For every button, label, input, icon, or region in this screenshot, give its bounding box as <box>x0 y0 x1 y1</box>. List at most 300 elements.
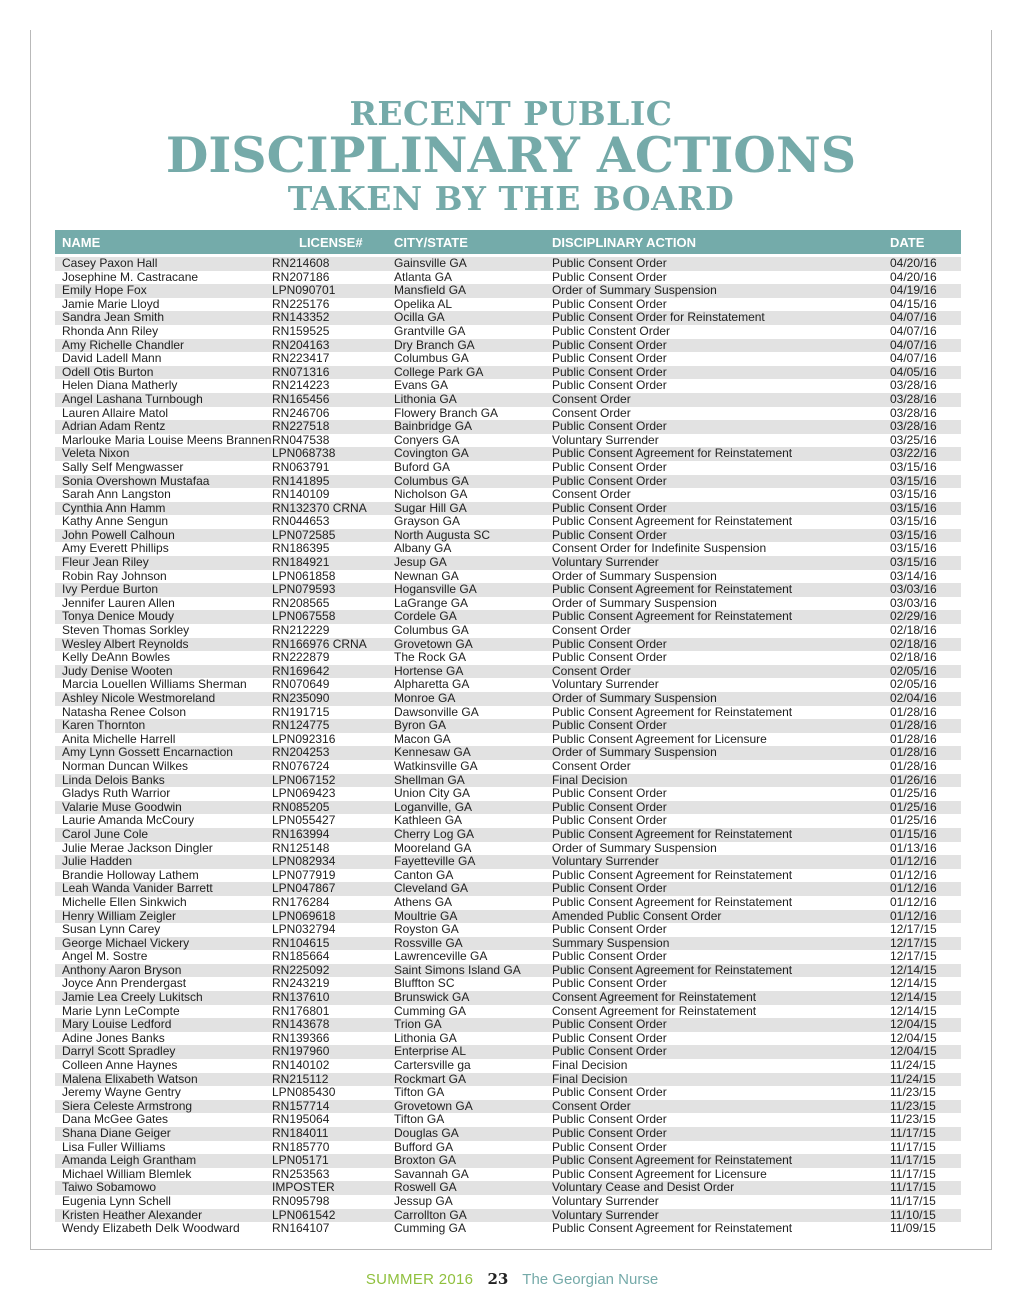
cell-date: 12/17/15 <box>890 935 937 950</box>
cell-disciplinary-action: Public Consent Order <box>552 1085 667 1100</box>
cell-city-state: Gainsville GA <box>394 256 467 270</box>
cell-license: RN169642 <box>272 663 330 678</box>
cell-date: 04/20/16 <box>890 269 937 284</box>
table-row <box>55 950 961 964</box>
table-row <box>55 366 961 380</box>
cell-date: 02/18/16 <box>890 650 937 665</box>
table-row <box>55 882 961 896</box>
cell-date: 11/17/15 <box>890 1153 936 1168</box>
table-row <box>55 420 961 434</box>
cell-city-state: Lawrenceville GA <box>394 949 488 964</box>
cell-license: RN204163 <box>272 337 330 352</box>
cell-disciplinary-action: Public Consent Order <box>552 378 667 393</box>
cell-name: Valarie Muse Goodwin <box>62 799 182 814</box>
cell-city-state: Dawsonville GA <box>394 704 479 719</box>
cell-city-state: Cleveland GA <box>394 881 469 896</box>
cell-name: Kelly DeAnn Bowles <box>62 650 171 665</box>
cell-city-state: Lithonia GA <box>394 1030 457 1045</box>
cell-name: Angel M. Sostre <box>62 949 148 964</box>
page-number: 23 <box>487 1270 509 1288</box>
cell-license: LPN092316 <box>272 731 336 746</box>
cell-license: RN197960 <box>272 1044 330 1059</box>
cell-date: 01/12/16 <box>890 867 937 882</box>
cell-disciplinary-action: Public Consent Order <box>552 1030 667 1045</box>
cell-date: 01/28/16 <box>890 745 937 760</box>
cell-date: 01/28/16 <box>890 758 937 773</box>
cell-date: 12/04/15 <box>890 1030 937 1045</box>
column-header-date: DATE <box>890 235 925 250</box>
cell-date: 03/28/16 <box>890 391 937 406</box>
cell-license: LPN069423 <box>272 786 336 801</box>
cell-disciplinary-action: Public Consent Order <box>552 881 667 896</box>
cell-license: LPN082934 <box>272 854 336 869</box>
cell-disciplinary-action: Consent Order <box>552 758 631 773</box>
cell-date: 02/05/16 <box>890 677 937 692</box>
table-row <box>55 638 961 652</box>
cell-license: RN157714 <box>272 1098 330 1113</box>
cell-license: RN140109 <box>272 487 330 502</box>
cell-city-state: College Park GA <box>394 364 484 379</box>
cell-date: 01/12/16 <box>890 854 937 869</box>
cell-date: 01/25/16 <box>890 786 937 801</box>
cell-city-state: Covington GA <box>394 446 469 461</box>
cell-name: Laurie Amanda McCoury <box>62 813 195 828</box>
table-row <box>55 339 961 353</box>
cell-license: RN214608 <box>272 256 330 270</box>
cell-date: 01/28/16 <box>890 704 937 719</box>
cell-disciplinary-action: Public Consent Agreement for Reinstatement <box>552 894 793 909</box>
cell-date: 04/07/16 <box>890 351 937 366</box>
cell-name: Rhonda Ann Riley <box>62 323 159 338</box>
table-row <box>55 787 961 801</box>
cell-date: 11/23/15 <box>890 1112 936 1127</box>
cell-disciplinary-action: Voluntary Surrender <box>552 1207 659 1222</box>
column-header-license: LICENSE# <box>299 235 363 250</box>
cell-date: 03/15/16 <box>890 473 937 488</box>
cell-city-state: North Augusta SC <box>394 527 491 542</box>
cell-name: Adine Jones Banks <box>62 1030 165 1045</box>
cell-license: RN143678 <box>272 1017 330 1032</box>
cell-name: George Michael Vickery <box>62 935 190 950</box>
cell-license: RN141895 <box>272 473 330 488</box>
cell-license: RN047538 <box>272 432 330 447</box>
cell-disciplinary-action: Final Decision <box>552 1071 628 1086</box>
table-row <box>55 597 961 611</box>
cell-disciplinary-action: Consent Order <box>552 1098 631 1113</box>
table-row <box>55 1113 961 1127</box>
cell-name: Cynthia Ann Hamm <box>62 500 166 515</box>
cell-date: 04/07/16 <box>890 337 937 352</box>
cell-city-state: Nicholson GA <box>394 487 468 502</box>
cell-city-state: Rossville GA <box>394 935 463 950</box>
cell-city-state: Hogansville GA <box>394 582 477 597</box>
cell-name: Dana McGee Gates <box>62 1112 169 1127</box>
table-row <box>55 923 961 937</box>
cell-date: 02/18/16 <box>890 623 937 638</box>
cell-city-state: Conyers GA <box>394 432 460 447</box>
cell-name: Adrian Adam Rentz <box>62 419 166 434</box>
cell-disciplinary-action: Consent Order for Indefinite Suspension <box>552 541 767 556</box>
column-header-disciplinary-action: DISCIPLINARY ACTION <box>552 235 696 250</box>
cell-name: Julie Hadden <box>62 854 133 869</box>
cell-license: RN184921 <box>272 555 330 570</box>
cell-name: Carol June Cole <box>62 826 149 841</box>
cell-license: LPN085430 <box>272 1085 336 1100</box>
table-row <box>55 284 961 298</box>
cell-license: RN227518 <box>272 419 330 434</box>
cell-name: Jamie Marie Lloyd <box>62 296 160 311</box>
cell-date: 11/24/15 <box>890 1058 936 1073</box>
table-row <box>55 801 961 815</box>
cell-disciplinary-action: Consent Order <box>552 391 631 406</box>
cell-name: Natasha Renee Colson <box>62 704 187 719</box>
cell-license: LPN069618 <box>272 908 336 923</box>
issue-label: SUMMER 2016 <box>365 1271 474 1288</box>
cell-name: Eugenia Lynn Schell <box>62 1193 171 1208</box>
cell-name: Anthony Aaron Bryson <box>62 962 182 977</box>
cell-license: LPN05171 <box>272 1153 329 1168</box>
cell-city-state: Buford GA <box>394 459 451 474</box>
cell-city-state: Douglas GA <box>394 1126 459 1140</box>
cell-date: 01/15/16 <box>890 826 937 841</box>
cell-date: 03/28/16 <box>890 419 937 434</box>
cell-city-state: Union City GA <box>394 786 471 801</box>
cell-disciplinary-action: Public Consent Order <box>552 351 667 366</box>
cell-city-state: Dry Branch GA <box>394 337 475 352</box>
cell-date: 12/14/15 <box>890 1003 937 1018</box>
cell-disciplinary-action: Public Consent Agreement for Licensure <box>552 1166 767 1181</box>
table-body <box>55 257 961 1236</box>
table-row <box>55 1209 961 1223</box>
cell-name: Amanda Leigh Grantham <box>62 1153 197 1168</box>
table-row <box>55 706 961 720</box>
table-row <box>55 733 961 747</box>
cell-license: LPN067152 <box>272 772 336 787</box>
cell-date: 03/15/16 <box>890 514 937 529</box>
table-row <box>55 678 961 692</box>
cell-name: Shana Diane Geiger <box>62 1126 171 1140</box>
table-row <box>55 855 961 869</box>
cell-date: 12/04/15 <box>890 1017 937 1032</box>
cell-license: LPN068738 <box>272 446 336 461</box>
cell-name: Leah Wanda Vanider Barrett <box>62 881 213 896</box>
cell-name: Sally Self Mengwasser <box>62 459 184 474</box>
cell-city-state: Brunswick GA <box>394 990 470 1005</box>
table-row <box>55 1018 961 1032</box>
cell-license: RN164107 <box>272 1221 330 1236</box>
cell-disciplinary-action: Consent Order <box>552 487 631 502</box>
cell-disciplinary-action: Voluntary Surrender <box>552 1193 659 1208</box>
cell-city-state: Grovetown GA <box>394 636 473 651</box>
cell-name: Amy Lynn Gossett Encarnaction <box>62 745 233 760</box>
cell-date: 12/14/15 <box>890 962 937 977</box>
title-line-2: DISCIPLINARY ACTIONS <box>165 126 857 184</box>
cell-name: Michael William Blemlek <box>62 1166 192 1181</box>
cell-disciplinary-action: Order of Summary Suspension <box>552 568 717 583</box>
cell-date: 01/12/16 <box>890 894 937 909</box>
cell-date: 03/03/16 <box>890 582 937 597</box>
cell-disciplinary-action: Public Consent Order <box>552 976 667 991</box>
cell-license: RN207186 <box>272 269 330 284</box>
cell-license: LPN072585 <box>272 527 336 542</box>
cell-disciplinary-action: Amended Public Consent Order <box>552 908 722 923</box>
cell-disciplinary-action: Order of Summary Suspension <box>552 745 717 760</box>
cell-name: Karen Thornton <box>62 718 146 733</box>
cell-name: Judy Denise Wooten <box>62 663 173 678</box>
cell-city-state: Tifton GA <box>394 1085 445 1100</box>
cell-name: Taiwo Sobamowo <box>62 1180 157 1195</box>
cell-license: RN214223 <box>272 378 330 393</box>
cell-city-state: Bluffton SC <box>394 976 455 991</box>
cell-city-state: Mansfield GA <box>394 283 467 298</box>
table-row <box>55 774 961 788</box>
cell-city-state: Grantville GA <box>394 323 466 338</box>
cell-license: RN223417 <box>272 351 330 366</box>
cell-name: Amy Richelle Chandler <box>62 337 185 352</box>
cell-name: Marcia Louellen Williams Sherman <box>62 677 247 692</box>
cell-date: 12/14/15 <box>890 976 937 991</box>
cell-date: 04/05/16 <box>890 364 937 379</box>
cell-license: RN208565 <box>272 595 330 610</box>
table-row <box>55 1141 961 1155</box>
cell-city-state: Columbus GA <box>394 351 469 366</box>
table-row <box>55 937 961 951</box>
table-row <box>55 379 961 393</box>
cell-city-state: Monroe GA <box>394 691 456 705</box>
cell-license: RN225092 <box>272 962 330 977</box>
cell-date: 12/04/15 <box>890 1044 937 1059</box>
cell-name: Brandie Holloway Lathem <box>62 867 199 882</box>
cell-license: IMPOSTER <box>272 1180 335 1195</box>
table-row <box>55 298 961 312</box>
cell-name: Sonia Overshown Mustafaa <box>62 473 210 488</box>
cell-disciplinary-action: Public Constent Order <box>552 323 671 338</box>
cell-name: Jamie Lea Creely Lukitsch <box>62 990 203 1005</box>
table-row <box>55 692 961 706</box>
table-header <box>55 230 961 254</box>
cell-license: RN166976 CRNA <box>272 636 367 651</box>
table-row <box>55 475 961 489</box>
cell-disciplinary-action: Public Consent Agreement for Reinstatement <box>552 1221 793 1236</box>
cell-license: RN159525 <box>272 323 330 338</box>
cell-disciplinary-action: Public Consent Agreement for Reinstatement <box>552 609 793 624</box>
cell-date: 01/28/16 <box>890 731 937 746</box>
cell-city-state: LaGrange GA <box>394 595 469 610</box>
cell-disciplinary-action: Public Consent Order <box>552 636 667 651</box>
cell-disciplinary-action: Public Consent Order <box>552 1044 667 1059</box>
cell-city-state: Shellman GA <box>394 772 465 787</box>
cell-disciplinary-action: Order of Summary Suspension <box>552 691 717 705</box>
cell-license: RN143352 <box>272 310 330 325</box>
cell-city-state: Fayetteville GA <box>394 854 476 869</box>
cell-license: LPN061858 <box>272 568 336 583</box>
cell-city-state: Columbus GA <box>394 473 469 488</box>
cell-disciplinary-action: Public Consent Agreement for Reinstatement <box>552 826 793 841</box>
cell-city-state: Athens GA <box>394 894 453 909</box>
cell-license: RN243219 <box>272 976 330 991</box>
cell-disciplinary-action: Consent Order <box>552 663 631 678</box>
cell-disciplinary-action: Voluntary Surrender <box>552 432 659 447</box>
cell-date: 11/10/15 <box>890 1207 936 1222</box>
cell-license: LPN067558 <box>272 609 336 624</box>
cell-date: 01/26/16 <box>890 772 937 787</box>
cell-disciplinary-action: Voluntary Surrender <box>552 854 659 869</box>
column-header-city-state: CITY/STATE <box>394 235 468 250</box>
cell-name: Kristen Heather Alexander <box>62 1207 203 1222</box>
cell-license: LPN079593 <box>272 582 336 597</box>
cell-city-state: Tifton GA <box>394 1112 445 1127</box>
table-row <box>55 1005 961 1019</box>
cell-name: Steven Thomas Sorkley <box>62 623 190 638</box>
cell-name: Lauren Allaire Matol <box>62 405 169 420</box>
cell-disciplinary-action: Consent Agreement for Reinstatement <box>552 990 757 1005</box>
cell-license: LPN090701 <box>272 283 336 298</box>
cell-license: RN185770 <box>272 1139 330 1154</box>
cell-license: RN165456 <box>272 391 330 406</box>
cell-date: 11/23/15 <box>890 1098 936 1113</box>
cell-date: 04/15/16 <box>890 296 937 311</box>
table-row <box>55 311 961 325</box>
table-row <box>55 651 961 665</box>
cell-name: Michelle Ellen Sinkwich <box>62 894 187 909</box>
table-row <box>55 583 961 597</box>
cell-date: 03/15/16 <box>890 541 937 556</box>
cell-date: 03/14/16 <box>890 568 937 583</box>
cell-name: David Ladell Mann <box>62 351 162 366</box>
cell-license: RN095798 <box>272 1193 330 1208</box>
cell-city-state: Cumming GA <box>394 1221 467 1236</box>
cell-date: 04/20/16 <box>890 256 937 270</box>
cell-city-state: Alpharetta GA <box>394 677 470 692</box>
cell-disciplinary-action: Public Consent Order <box>552 922 667 937</box>
table-row <box>55 665 961 679</box>
cell-city-state: Jesup GA <box>394 555 447 570</box>
cell-disciplinary-action: Summary Suspension <box>552 935 670 950</box>
table-row <box>55 407 961 421</box>
cell-disciplinary-action: Voluntary Cease and Desist Order <box>552 1180 735 1195</box>
cell-name: Kathy Anne Sengun <box>62 514 169 529</box>
cell-name: Sarah Ann Langston <box>62 487 171 502</box>
cell-date: 11/17/15 <box>890 1126 936 1140</box>
cell-disciplinary-action: Public Consent Order <box>552 256 667 270</box>
cell-license: RN253563 <box>272 1166 330 1181</box>
cell-date: 04/07/16 <box>890 323 937 338</box>
cell-city-state: Saint Simons Island GA <box>394 962 521 977</box>
table-row <box>55 1222 961 1236</box>
cell-disciplinary-action: Final Decision <box>552 1058 628 1073</box>
cell-date: 03/03/16 <box>890 595 937 610</box>
title-line-1: RECENT PUBLIC <box>349 94 673 133</box>
cell-license: RN071316 <box>272 364 330 379</box>
cell-city-state: Lithonia GA <box>394 391 457 406</box>
cell-date: 03/15/16 <box>890 500 937 515</box>
cell-license: RN246706 <box>272 405 330 420</box>
cell-disciplinary-action: Public Consent Order <box>552 473 667 488</box>
cell-disciplinary-action: Public Consent Order <box>552 269 667 284</box>
cell-date: 01/12/16 <box>890 881 937 896</box>
cell-date: 03/25/16 <box>890 432 937 447</box>
table-row <box>55 447 961 461</box>
page-footer <box>0 1270 1024 1288</box>
table-row <box>55 977 961 991</box>
cell-date: 01/13/16 <box>890 840 937 855</box>
cell-disciplinary-action: Public Consent Order <box>552 296 667 311</box>
cell-date: 01/12/16 <box>890 908 937 923</box>
cell-city-state: Canton GA <box>394 867 454 882</box>
table-row <box>55 434 961 448</box>
cell-disciplinary-action: Public Consent Agreement for Reinstatement <box>552 962 793 977</box>
cell-date: 04/19/16 <box>890 283 937 298</box>
cell-disciplinary-action: Final Decision <box>552 772 628 787</box>
cell-disciplinary-action: Voluntary Surrender <box>552 555 659 570</box>
cell-disciplinary-action: Public Consent Order <box>552 799 667 814</box>
cell-disciplinary-action: Public Consent Agreement for Reinstatement <box>552 446 793 461</box>
cell-disciplinary-action: Voluntary Surrender <box>552 677 659 692</box>
cell-disciplinary-action: Consent Agreement for Reinstatement <box>552 1003 757 1018</box>
cell-city-state: Mooreland GA <box>394 840 472 855</box>
cell-name: Mary Louise Ledford <box>62 1017 172 1032</box>
cell-city-state: Grayson GA <box>394 514 461 529</box>
cell-license: LPN055427 <box>272 813 336 828</box>
cell-city-state: Flowery Branch GA <box>394 405 499 420</box>
cell-disciplinary-action: Order of Summary Suspension <box>552 283 717 298</box>
cell-date: 02/18/16 <box>890 636 937 651</box>
table-row <box>55 325 961 339</box>
cell-disciplinary-action: Public Consent Order <box>552 650 667 665</box>
cell-date: 11/17/15 <box>890 1139 936 1154</box>
cell-date: 03/28/16 <box>890 378 937 393</box>
cell-name: Marie Lynn LeCompte <box>62 1003 180 1018</box>
cell-name: Malena Elixabeth Watson <box>62 1071 198 1086</box>
cell-date: 03/15/16 <box>890 527 937 542</box>
table-row <box>55 1032 961 1046</box>
table-row <box>55 1181 961 1195</box>
cell-license: RN176801 <box>272 1003 330 1018</box>
table-row <box>55 896 961 910</box>
cell-city-state: Moultrie GA <box>394 908 458 923</box>
cell-date: 12/17/15 <box>890 922 937 937</box>
cell-name: Henry William Zeigler <box>62 908 177 923</box>
cell-disciplinary-action: Public Consent Order <box>552 527 667 542</box>
cell-name: Ashley Nicole Westmoreland <box>62 691 216 705</box>
cell-license: RN085205 <box>272 799 330 814</box>
cell-disciplinary-action: Public Consent Order <box>552 1017 667 1032</box>
cell-date: 03/15/16 <box>890 459 937 474</box>
table-row <box>55 352 961 366</box>
cell-disciplinary-action: Public Consent Order <box>552 813 667 828</box>
cell-city-state: Rockmart GA <box>394 1071 467 1086</box>
cell-city-state: Trion GA <box>394 1017 442 1032</box>
table-row <box>55 257 961 271</box>
cell-date: 01/25/16 <box>890 813 937 828</box>
magazine-name: The Georgian Nurse <box>522 1271 659 1288</box>
cell-license: RN063791 <box>272 459 330 474</box>
cell-name: Tonya Denice Moudy <box>62 609 175 624</box>
table-row <box>55 719 961 733</box>
cell-license: LPN061542 <box>272 1207 336 1222</box>
cell-name: Colleen Anne Haynes <box>62 1058 178 1073</box>
cell-disciplinary-action: Public Consent Agreement for Reinstatement <box>552 514 793 529</box>
cell-disciplinary-action: Public Consent Agreement for Reinstatement <box>552 582 793 597</box>
cell-license: RN215112 <box>272 1071 329 1086</box>
cell-license: RN163994 <box>272 826 330 841</box>
cell-name: Josephine M. Castracane <box>62 269 199 284</box>
cell-date: 01/25/16 <box>890 799 937 814</box>
cell-date: 11/09/15 <box>890 1221 936 1236</box>
cell-name: Linda Delois Banks <box>62 772 165 787</box>
cell-city-state: Watkinsville GA <box>394 758 478 773</box>
cell-disciplinary-action: Public Consent Agreement for Licensure <box>552 731 767 746</box>
